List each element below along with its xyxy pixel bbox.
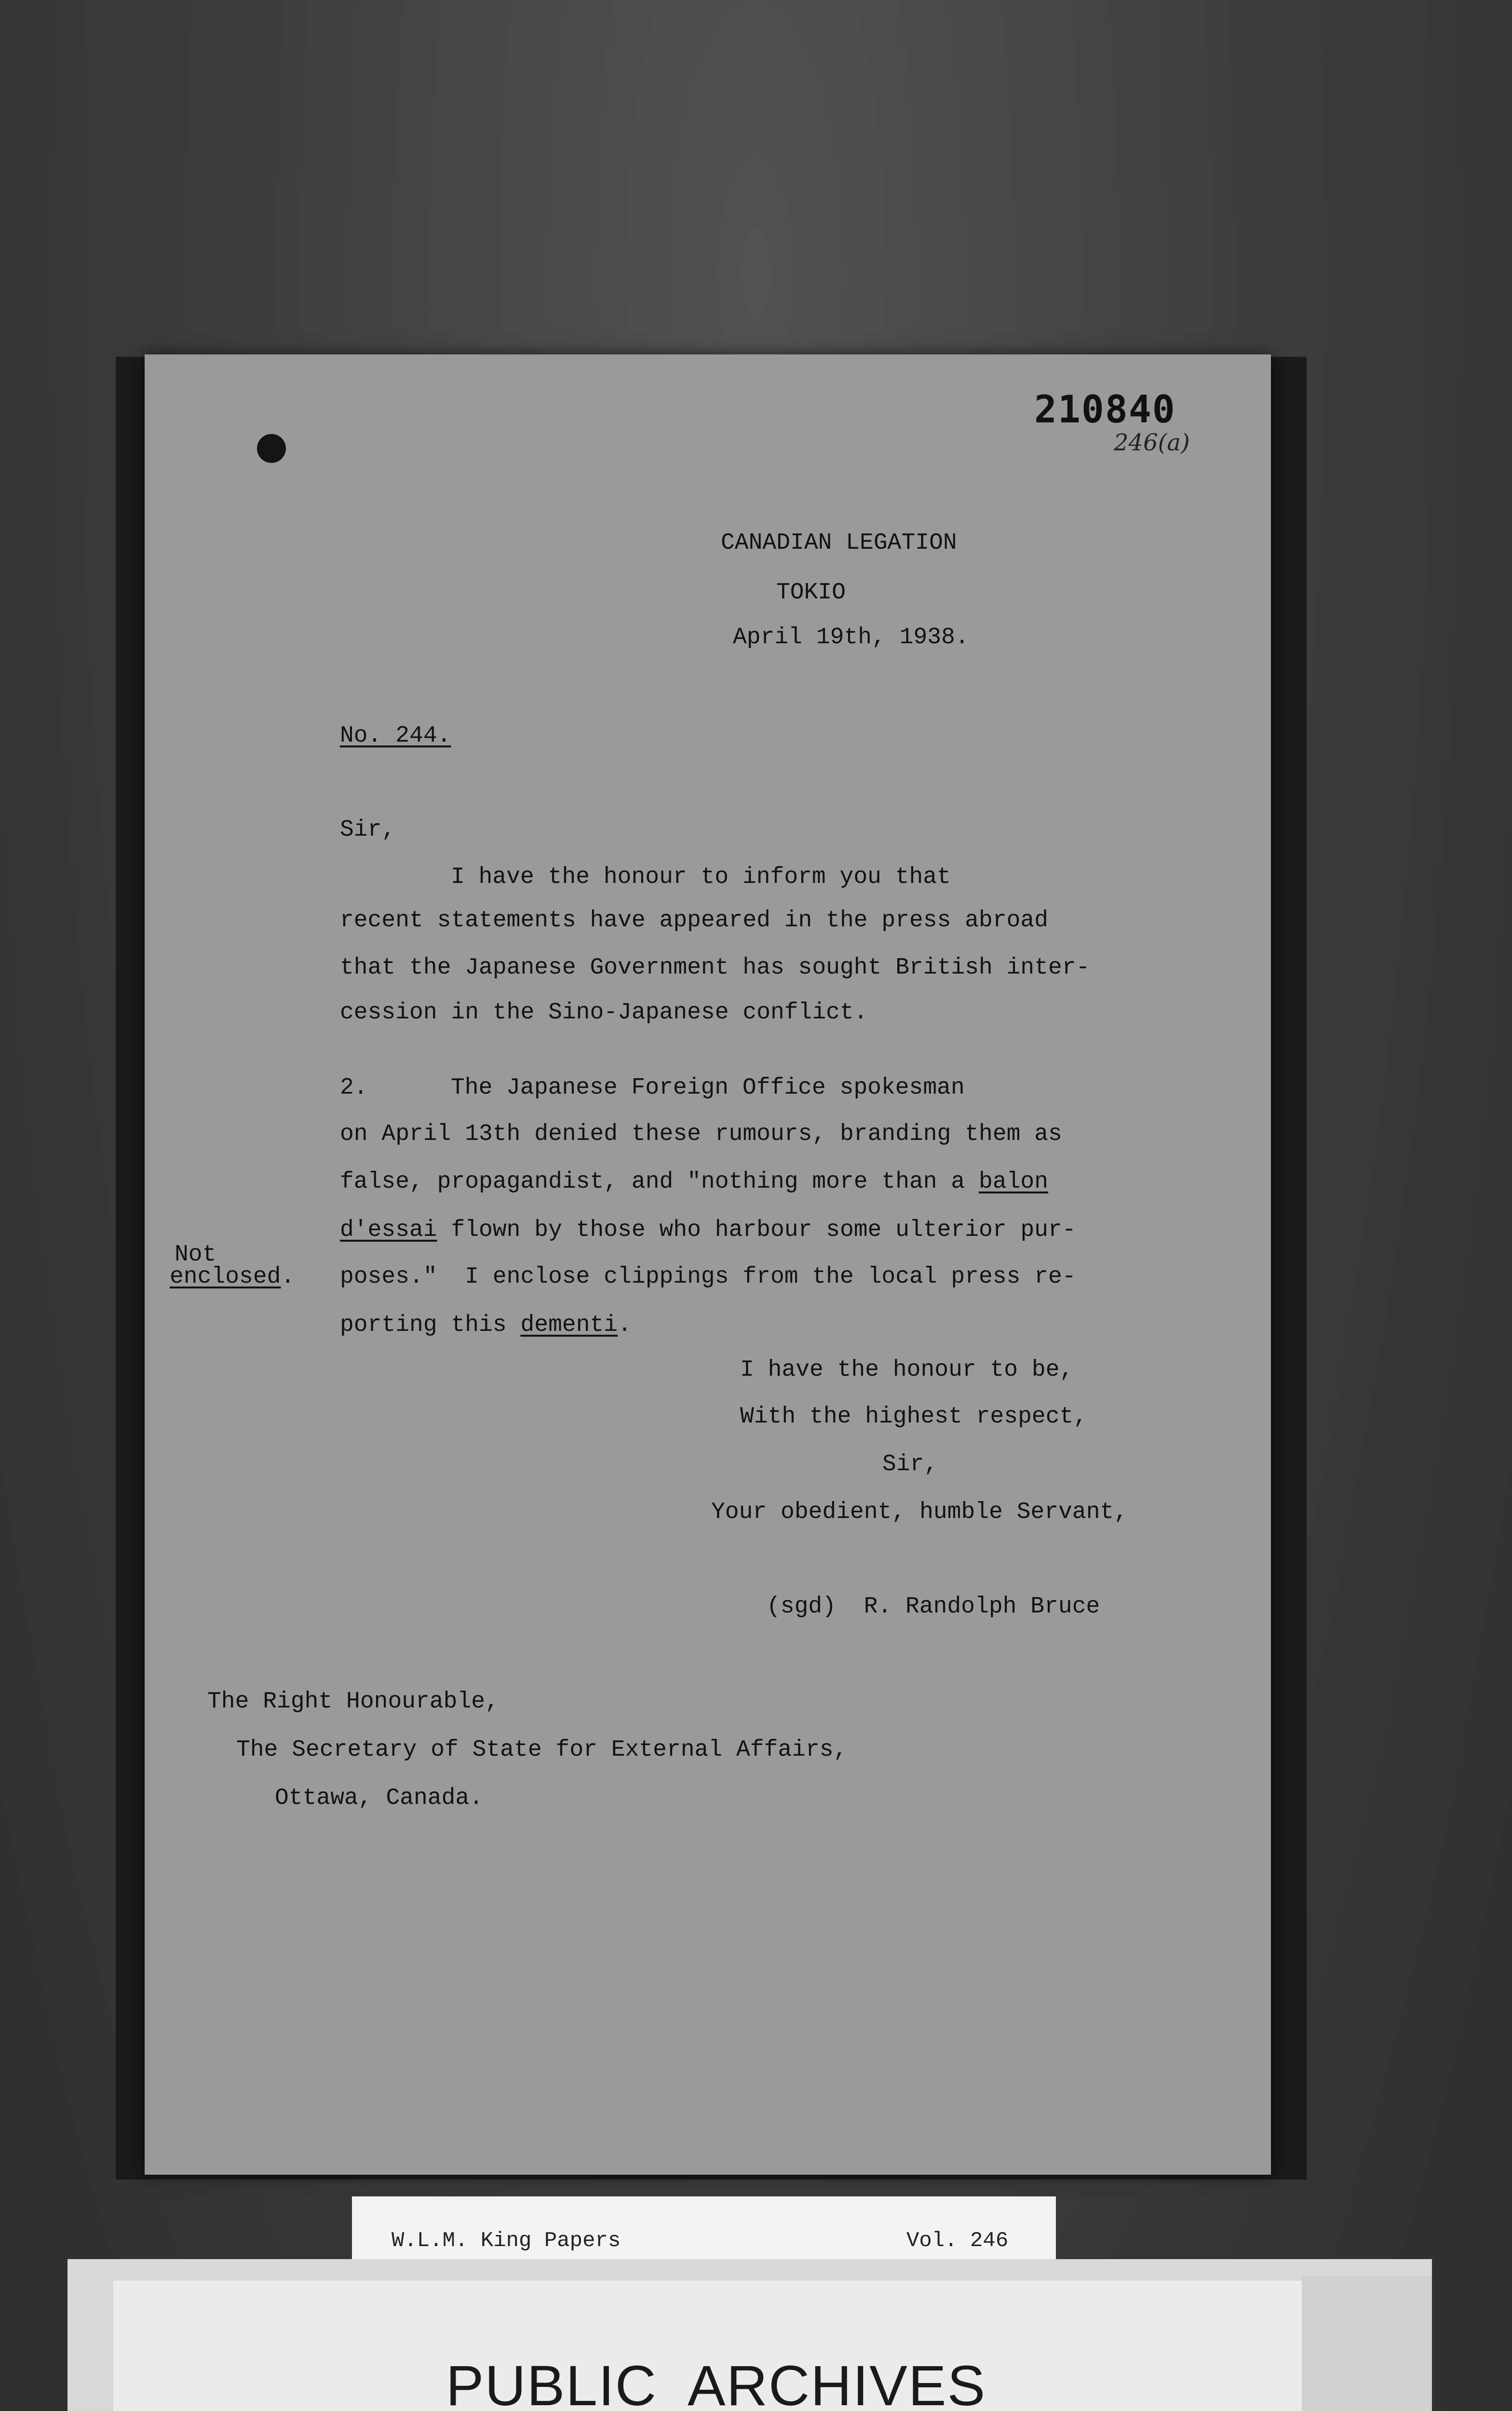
header-office: CANADIAN LEGATION	[721, 530, 957, 556]
margin-note-line: Not	[175, 1242, 216, 1268]
salutation: Sir,	[340, 817, 396, 843]
archive-card-fold	[1302, 2276, 1432, 2411]
addressee-line: The Secretary of State for External Affairs,	[236, 1737, 848, 1763]
paragraph-2-text: false, propagandist, and "nothing more than a	[340, 1169, 979, 1195]
paragraph-2-text: .	[618, 1312, 632, 1338]
paragraph-1-line: I have the honour to inform you that	[451, 864, 951, 890]
paragraph-2-line: on April 13th denied these rumours, branding them as	[340, 1121, 1062, 1147]
closing-line: Your obedient, humble Servant,	[711, 1499, 1128, 1525]
underlined-phrase: dementi	[520, 1312, 618, 1338]
paragraph-2-line	[340, 1314, 632, 1337]
underlined-phrase: d'essai	[340, 1217, 437, 1243]
closing-line: Sir,	[882, 1451, 938, 1477]
collection-name: W.L.M. King Papers	[392, 2229, 621, 2253]
margin-note-text: .	[281, 1264, 295, 1290]
paragraph-2-text: flown by those who harbour some ulterior pur-	[437, 1217, 1076, 1243]
addressee-line: The Right Honourable,	[207, 1689, 499, 1715]
punch-hole	[257, 434, 286, 463]
paragraph-1-line: recent statements have appeared in the press abroad	[340, 908, 1049, 934]
archive-title-en: PUBLIC ARCHIVES	[446, 2354, 986, 2411]
paragraph-1-line: that the Japanese Government has sought British inter-	[340, 955, 1090, 981]
closing-line: With the highest respect,	[740, 1404, 1088, 1430]
underlined-phrase: enclosed	[170, 1264, 281, 1290]
document-reference-sub: 246(a)	[1114, 429, 1190, 456]
dispatch-number: No. 244.	[340, 723, 451, 749]
paragraph-2-text: porting this	[340, 1312, 521, 1338]
paragraph-2-line	[340, 1219, 1076, 1242]
underlined-phrase: balon	[979, 1169, 1049, 1195]
header-city: TOKIO	[776, 580, 846, 606]
signature: (sgd) R. Randolph Bruce	[767, 1594, 1100, 1620]
paragraph-2-line: poses." I enclose clippings from the local press re-	[340, 1264, 1076, 1290]
header-date: April 19th, 1938.	[733, 624, 969, 650]
volume-number: Vol. 246	[906, 2229, 1009, 2253]
document-reference-number: 210840	[1034, 388, 1176, 432]
closing-line: I have the honour to be,	[740, 1357, 1074, 1383]
paragraph-2-line: The Japanese Foreign Office spokesman	[451, 1075, 965, 1101]
paragraph-2-marker: 2.	[340, 1075, 368, 1101]
paragraph-2-line	[340, 1170, 1048, 1193]
addressee-line: Ottawa, Canada.	[275, 1785, 484, 1811]
paragraph-1-line: cession in the Sino-Japanese conflict.	[340, 1000, 868, 1026]
margin-note-line	[170, 1265, 295, 1288]
